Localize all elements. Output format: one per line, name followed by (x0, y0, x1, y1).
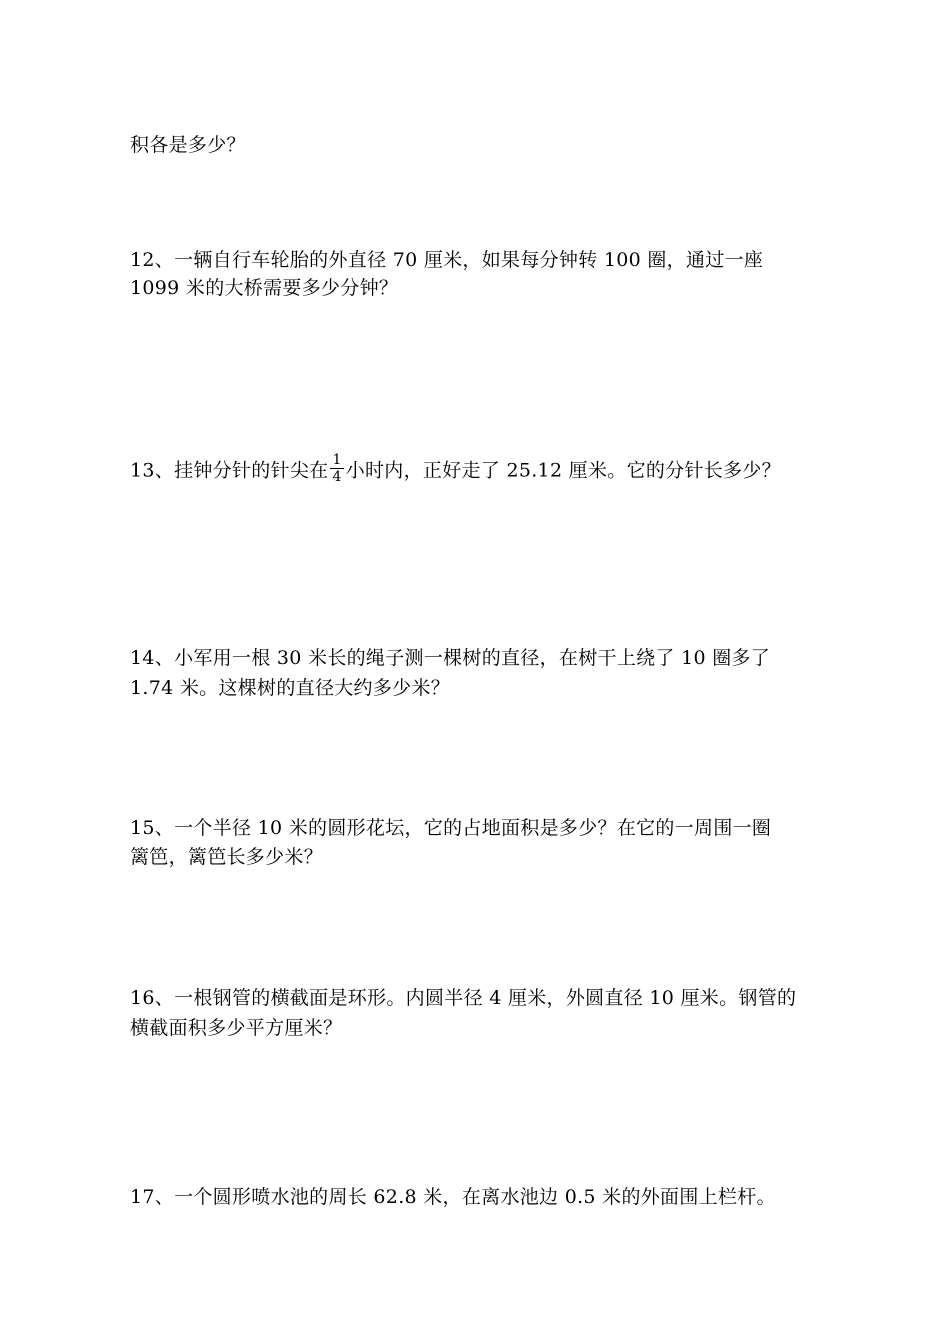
problem-15-line-2: 篱笆，篱笆长多少米？ (130, 846, 324, 868)
problem-11-line-2: 积各是多少？ (130, 134, 246, 156)
problem-15-line-1: 15、一个半径 10 米的圆形花坛，它的占地面积是多少？在它的一周围一圈 (130, 817, 772, 839)
problem-12-line-2: 1099 米的大桥需要多少分钟？ (130, 277, 399, 299)
problem-13-line (130, 452, 830, 488)
problem-12-line-1: 12、一辆自行车轮胎的外直径 70 厘米，如果每分钟转 100 圈，通过一座 (130, 249, 764, 271)
problem-17-line-1: 17、一个圆形喷水池的周长 62.8 米，在离水池边 0.5 米的外面围上栏杆。 (130, 1186, 776, 1208)
problem-14-line-2: 1.74 米。这棵树的直径大约多少米？ (130, 677, 451, 699)
fraction-denominator: 4 (332, 469, 342, 485)
problem-14-line-1: 14、小军用一根 30 米长的绳子测一棵树的直径，在树干上绕了 10 圈多了 (130, 647, 771, 669)
fraction-one-quarter (330, 452, 343, 485)
problem-13-text-after: 小时内，正好走了 25.12 厘米。它的分针长多少？ (345, 459, 781, 482)
problem-16-line-1: 16、一根钢管的横截面是环形。内圆半径 4 厘米，外圆直径 10 厘米。钢管的 (130, 987, 797, 1009)
problem-13-text-before: 13、挂钟分针的针尖在 (130, 459, 329, 482)
problem-16-line-2: 横截面积多少平方厘米？ (130, 1017, 343, 1039)
fraction-numerator: 1 (332, 452, 342, 468)
